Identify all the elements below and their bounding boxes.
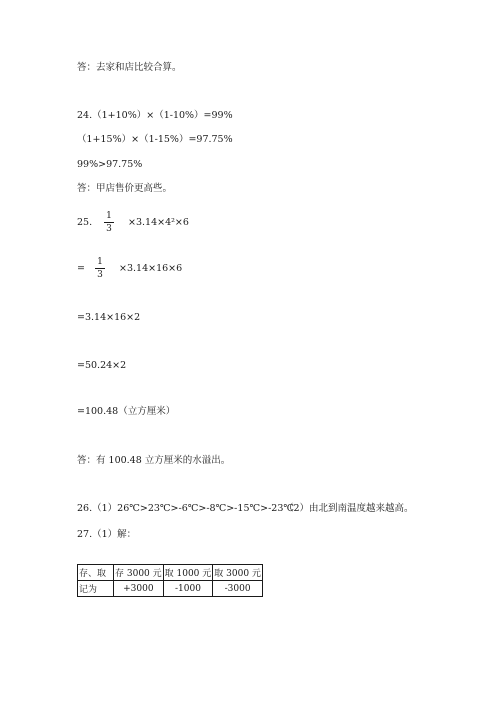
- table-row: [78, 581, 263, 597]
- fraction-numerator: 1: [106, 211, 112, 221]
- table-cell: -1000: [163, 581, 213, 597]
- fraction-one-third-1: [104, 211, 114, 234]
- answer-line-3: 答：有 100.48 立方厘米的水溢出。: [77, 455, 231, 466]
- deposit-withdraw-table: [77, 564, 263, 597]
- problem-26-line-1: 26.（1）26℃>23℃>-6℃>-8℃>-15℃>-23℃: [77, 503, 294, 514]
- equals-sign: =: [77, 263, 85, 274]
- table-cell: +3000: [114, 581, 164, 597]
- problem-25-line-3: =3.14×16×2: [77, 312, 141, 323]
- problem-25-line-4: =50.24×2: [77, 360, 127, 371]
- fraction-denominator: 3: [97, 270, 103, 280]
- problem-25-line-5: =100.48（立方厘米）: [77, 406, 176, 417]
- problem-25-line-2: [77, 263, 85, 275]
- table-cell: -3000: [213, 581, 263, 597]
- fraction-bar: [104, 222, 114, 223]
- fraction-numerator: 1: [97, 257, 103, 267]
- problem-26-line-2: （2）由北到南温度越来越高。: [284, 503, 414, 514]
- problem-25-expression-2: ×3.14×16×6: [119, 263, 183, 274]
- answer-line-2: 答：甲店售价更高些。: [77, 183, 173, 194]
- problem-24-line-2: （1+15%）×（1-15%）=97.75%: [77, 134, 233, 145]
- fraction-denominator: 3: [106, 224, 112, 234]
- table-cell: 记为: [78, 581, 114, 597]
- problem-24-line-1: 24.（1+10%）×（1-10%）=99%: [77, 110, 233, 121]
- fraction-bar: [95, 268, 105, 269]
- table-header-cell: 存、取: [78, 565, 114, 581]
- problem-number: 25.: [77, 217, 93, 228]
- answer-line-1: 答：去家和店比较合算。: [77, 62, 182, 73]
- problem-25-line-1: [77, 217, 92, 229]
- problem-25-expression-1: ×3.14×4²×6: [128, 217, 189, 228]
- table-header-row: [78, 565, 263, 581]
- problem-27-line-1: 27.（1）解：: [77, 529, 137, 540]
- table-header-cell: 取 1000 元: [163, 565, 213, 581]
- fraction-one-third-2: [95, 257, 105, 280]
- table-header-cell: 存 3000 元: [114, 565, 164, 581]
- table-header-cell: 取 3000 元: [213, 565, 263, 581]
- problem-24-line-3: 99%>97.75%: [77, 159, 143, 170]
